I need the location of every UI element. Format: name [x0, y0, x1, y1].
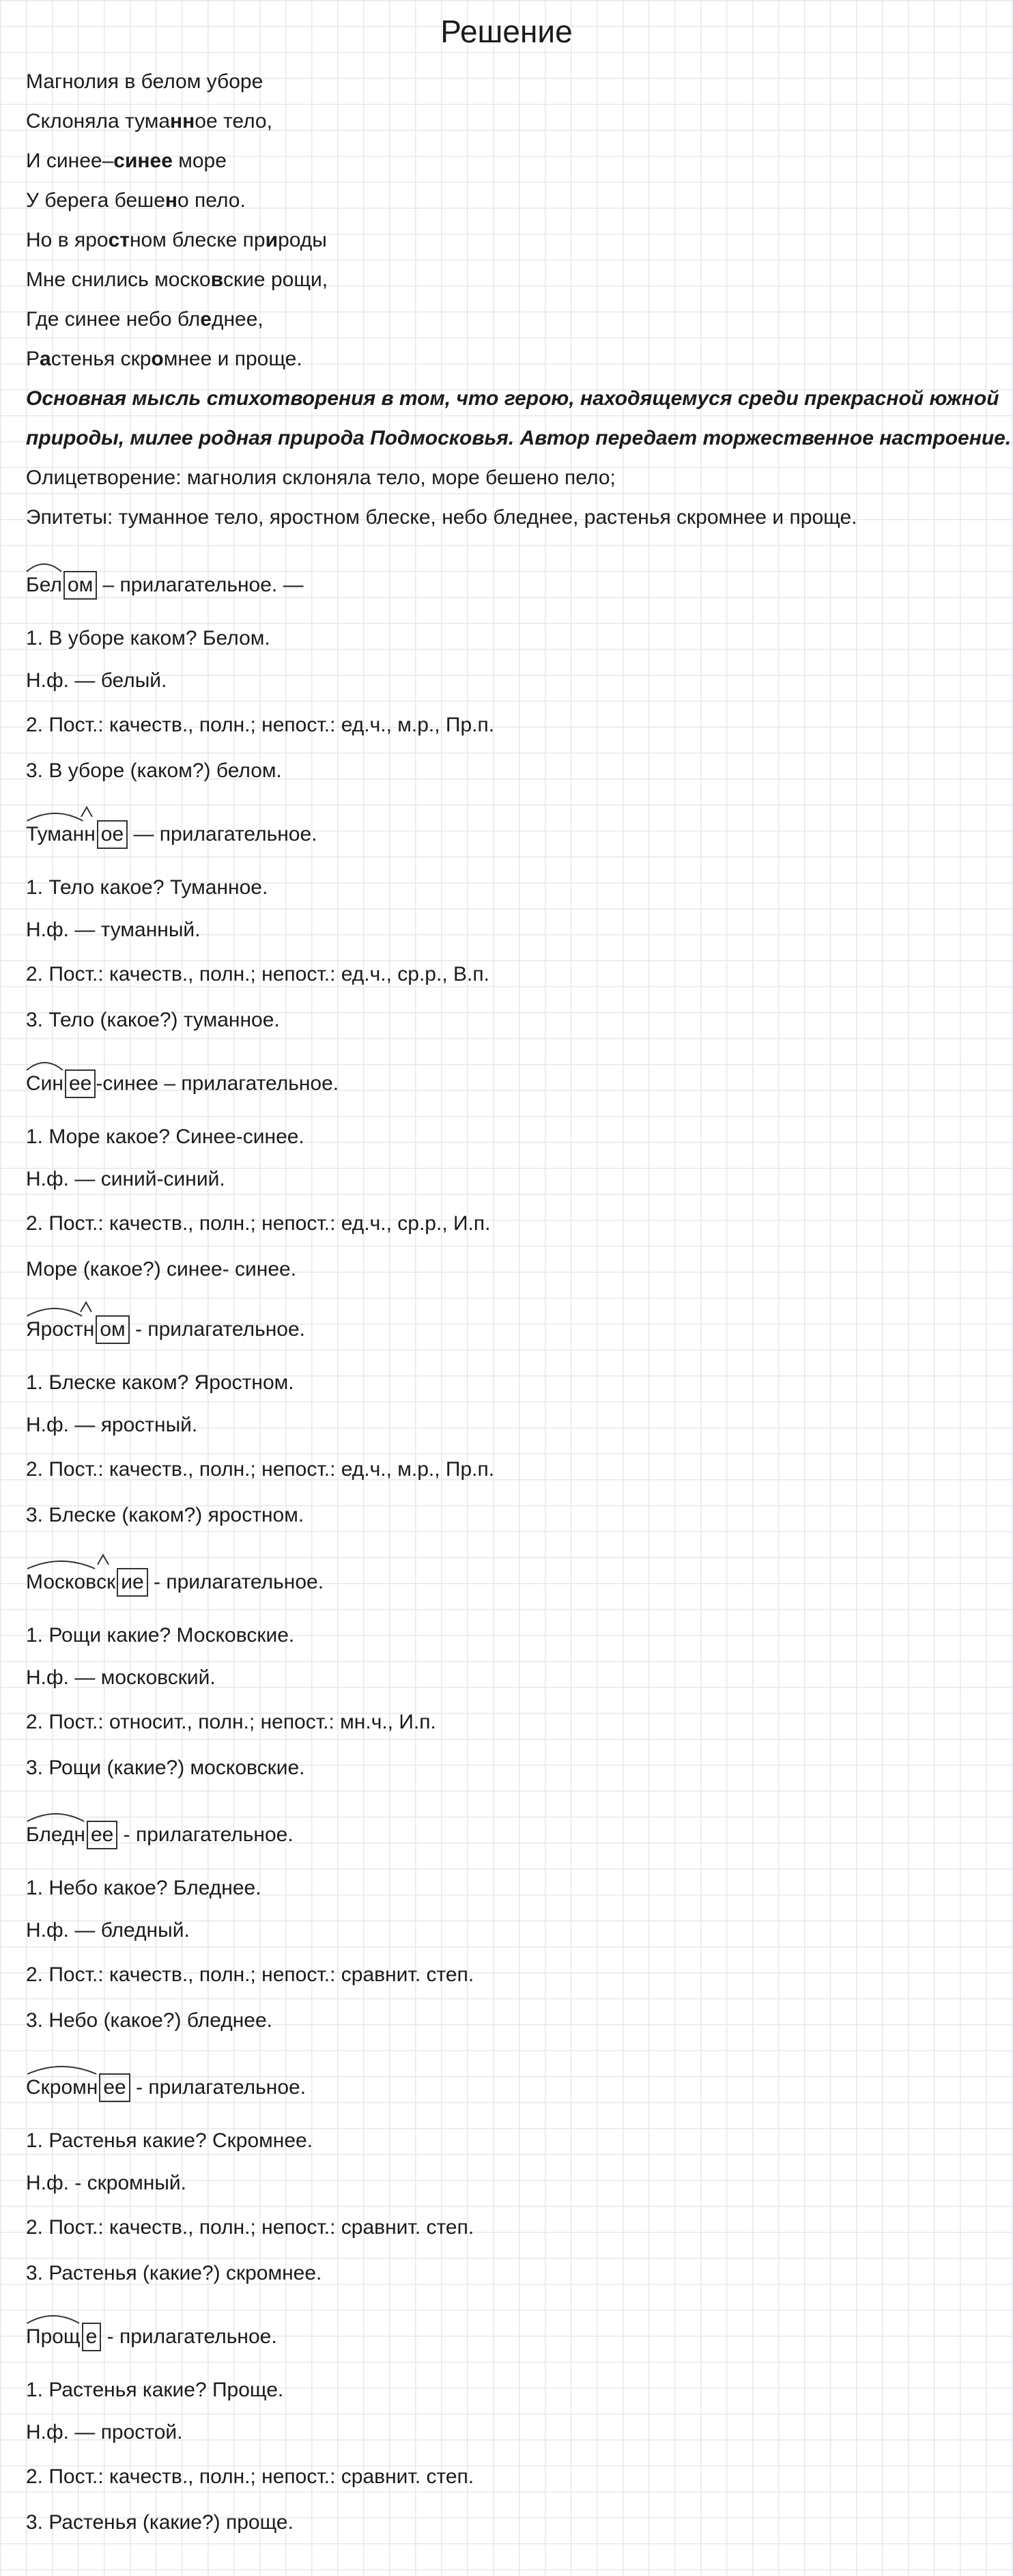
poem-text: И синее– [26, 150, 114, 172]
word-parse-heading [26, 820, 317, 850]
root-arc-icon [26, 1305, 83, 1317]
poem-line-8 [26, 344, 302, 374]
poem-text: стенья скр [51, 348, 152, 370]
parse-step-line: 1. Небо какое? Бледнее. [26, 1877, 261, 1899]
poem-line-7 [26, 305, 263, 335]
poem-text: о пело. [177, 189, 246, 212]
word-suffix: н [84, 820, 96, 850]
poem-text: У берега беше [26, 189, 165, 212]
parse-step-line: 3. Блеске (каком?) яростном. [26, 1504, 304, 1526]
word-ending-box: ом [96, 1315, 129, 1344]
word-parse-heading [26, 570, 304, 600]
parse-step-line: Н.ф. — простой. [26, 2421, 183, 2444]
poem-highlight: ст [108, 229, 130, 251]
poem-text: Но в яро [26, 229, 109, 251]
epithets-line: Эпитеты: туманное тело, яростном блеске, небо бледнее, растенья скромнее и проще. [26, 506, 857, 529]
morpheme-word [26, 2322, 101, 2352]
parse-step-line: 1. Блеске каком? Яростном. [26, 1371, 294, 1394]
parse-step-line: 2. Пост.: относит., полн.; непост.: мн.ч., И.п. [26, 1711, 436, 1733]
main-idea-line-2: природы, милее родная природа Подмосковья. Автор передает торжественное настроение. [26, 427, 1012, 449]
root-arc-icon [26, 2312, 81, 2325]
word-parse-heading [26, 1069, 339, 1099]
parse-step-line: 3. Тело (какое?) туманное. [26, 1009, 280, 1031]
parse-step-line: 1. Растенья какие? Проще. [26, 2379, 284, 2401]
part-of-speech-label: -синее – прилагательное. [96, 1072, 339, 1095]
parse-step-line: 1. В уборе каком? Белом. [26, 627, 270, 649]
root-arc-icon [26, 810, 84, 822]
word-parse-heading [26, 2073, 306, 2103]
morpheme-word [26, 570, 97, 600]
parse-step-line: 3. Растенья (какие?) скромнее. [26, 2262, 322, 2284]
word-parse-heading [26, 1567, 324, 1597]
poem-text: ном блеске пр [129, 229, 266, 251]
root-arc-icon [26, 1810, 85, 1823]
parse-step-line: Н.ф. — белый. [26, 669, 167, 692]
poem-line-2 [26, 107, 272, 137]
part-of-speech-label: — прилагательное. [128, 823, 317, 845]
root-arc-icon [26, 561, 62, 573]
parse-step-line: 2. Пост.: качеств., полн.; непост.: ед.ч., м.р., Пр.п. [26, 1458, 495, 1481]
word-parse-heading [26, 1820, 294, 1850]
part-of-speech-label: - прилагательное. [129, 1318, 306, 1341]
part-of-speech-label: - прилагательное. [101, 2325, 277, 2348]
parse-step-line: 2. Пост.: качеств., полн.; непост.: сравнит. степ. [26, 1963, 474, 1986]
main-idea-line-1: Основная мысль стихотворения в том, что герою, находящемуся среди прекрасной южной [26, 387, 999, 410]
parse-step-line: 3. Рощи (какие?) московские. [26, 1756, 305, 1779]
parse-step-line: Н.ф. — туманный. [26, 919, 201, 941]
suffix-caret-icon [80, 804, 94, 818]
poem-line-4 [26, 186, 246, 216]
word-root: Туман [26, 820, 84, 850]
poem-highlight: и [265, 229, 279, 251]
word-ending-box: ее [99, 2073, 130, 2102]
parse-step-line: Н.ф. — московский. [26, 1666, 216, 1689]
root-arc-icon [26, 2063, 98, 2075]
morpheme-word [26, 1315, 130, 1345]
poem-line-1 [26, 67, 263, 97]
parse-step-line: Н.ф. — синий-синий. [26, 1168, 225, 1190]
parse-step-line: 1. Растенья какие? Скромнее. [26, 2129, 313, 2152]
word-root: Син [26, 1069, 63, 1099]
poem-text: Магнолия в белом уборе [26, 70, 263, 93]
word-parse-heading [26, 1315, 305, 1345]
word-parse-heading [26, 2322, 277, 2352]
poem-highlight: о [151, 348, 164, 370]
poem-text: Где синее небо бл [26, 308, 201, 331]
morpheme-word [26, 2073, 130, 2103]
morpheme-word [26, 1069, 96, 1099]
part-of-speech-label: - прилагательное. [147, 1571, 324, 1593]
poem-text: море [172, 150, 227, 172]
page-title: Решение [440, 14, 573, 49]
word-ending-box: ое [97, 820, 128, 849]
parse-step-line: Н.ф. — бледный. [26, 1919, 190, 1942]
poem-text: днее, [211, 308, 263, 331]
word-ending-box: ее [65, 1069, 96, 1098]
poem-highlight: нн [170, 110, 195, 132]
root-arc-icon [26, 1558, 96, 1570]
poem-line-5 [26, 225, 327, 255]
morpheme-word [26, 1820, 117, 1850]
parse-step-line: 1. Рощи какие? Московские. [26, 1624, 295, 1647]
poem-line-6 [26, 265, 328, 295]
poem-highlight: а [40, 348, 51, 370]
root-arc-icon [26, 1059, 63, 1072]
word-root: Ярост [26, 1315, 83, 1345]
parse-step-line: 3. В уборе (каком?) белом. [26, 759, 282, 782]
word-suffix: ск [96, 1567, 115, 1597]
word-ending-box: ие [117, 1568, 147, 1597]
poem-text: Мне снились моско [26, 268, 211, 291]
poem-text: ое тело, [195, 110, 272, 132]
word-root: Прощ [26, 2322, 81, 2352]
poem-highlight: н [165, 189, 178, 212]
suffix-caret-icon [79, 1300, 93, 1313]
morpheme-word [26, 820, 128, 850]
parse-step-line: 2. Пост.: качеств., полн.; непост.: ед.ч., ср.р., В.п. [26, 963, 489, 985]
part-of-speech-label: - прилагательное. [130, 2076, 306, 2099]
poem-text: Р [26, 348, 40, 370]
parse-step-line: 3. Небо (какое?) бледнее. [26, 2009, 273, 2032]
word-ending-box: ом [63, 571, 97, 600]
suffix-caret-icon [96, 1552, 110, 1566]
poem-text: ские рощи, [223, 268, 328, 291]
word-suffix: н [83, 1315, 95, 1345]
parse-step-line: 2. Пост.: качеств., полн.; непост.: сравнит. степ. [26, 2465, 474, 2488]
parse-step-line: 2. Пост.: качеств., полн.; непост.: ед.ч., м.р., Пр.п. [26, 714, 495, 736]
poem-highlight: в [210, 268, 224, 291]
parse-step-line: 2. Пост.: качеств., полн.; непост.: сравнит. степ. [26, 2216, 474, 2239]
word-root: Москов [26, 1567, 96, 1597]
parse-step-line: 1. Море какое? Синее-синее. [26, 1125, 304, 1148]
word-ending-box: е [82, 2323, 102, 2351]
poem-line-3 [26, 146, 227, 176]
parse-step-line: 2. Пост.: качеств., полн.; непост.: ед.ч., ср.р., И.п. [26, 1212, 491, 1235]
word-ending-box: ее [87, 1821, 117, 1849]
morpheme-word [26, 1567, 148, 1597]
word-root: Скромн [26, 2073, 98, 2103]
poem-text: мнее и проще. [163, 348, 302, 370]
part-of-speech-label: – прилагательное. — [97, 574, 304, 596]
parse-step-line: 3. Растенья (какие?) проще. [26, 2511, 294, 2534]
parse-step-line: 1. Тело какое? Туманное. [26, 876, 268, 899]
word-root: Бледн [26, 1820, 85, 1850]
part-of-speech-label: - прилагательное. [117, 1823, 294, 1846]
parse-step-line: Н.ф. — яростный. [26, 1414, 198, 1436]
parse-step-line: Море (какое?) синее- синее. [26, 1258, 297, 1280]
poem-text: роды [278, 229, 327, 251]
poem-highlight: е [200, 308, 212, 331]
personification-line: Олицетворение: магнолия склоняла тело, море бешено пело; [26, 466, 616, 489]
word-root: Бел [26, 570, 62, 600]
parse-step-line: Н.ф. - скромный. [26, 2172, 187, 2194]
poem-highlight: синее [113, 150, 173, 172]
poem-text: Склоняла тума [26, 110, 171, 132]
